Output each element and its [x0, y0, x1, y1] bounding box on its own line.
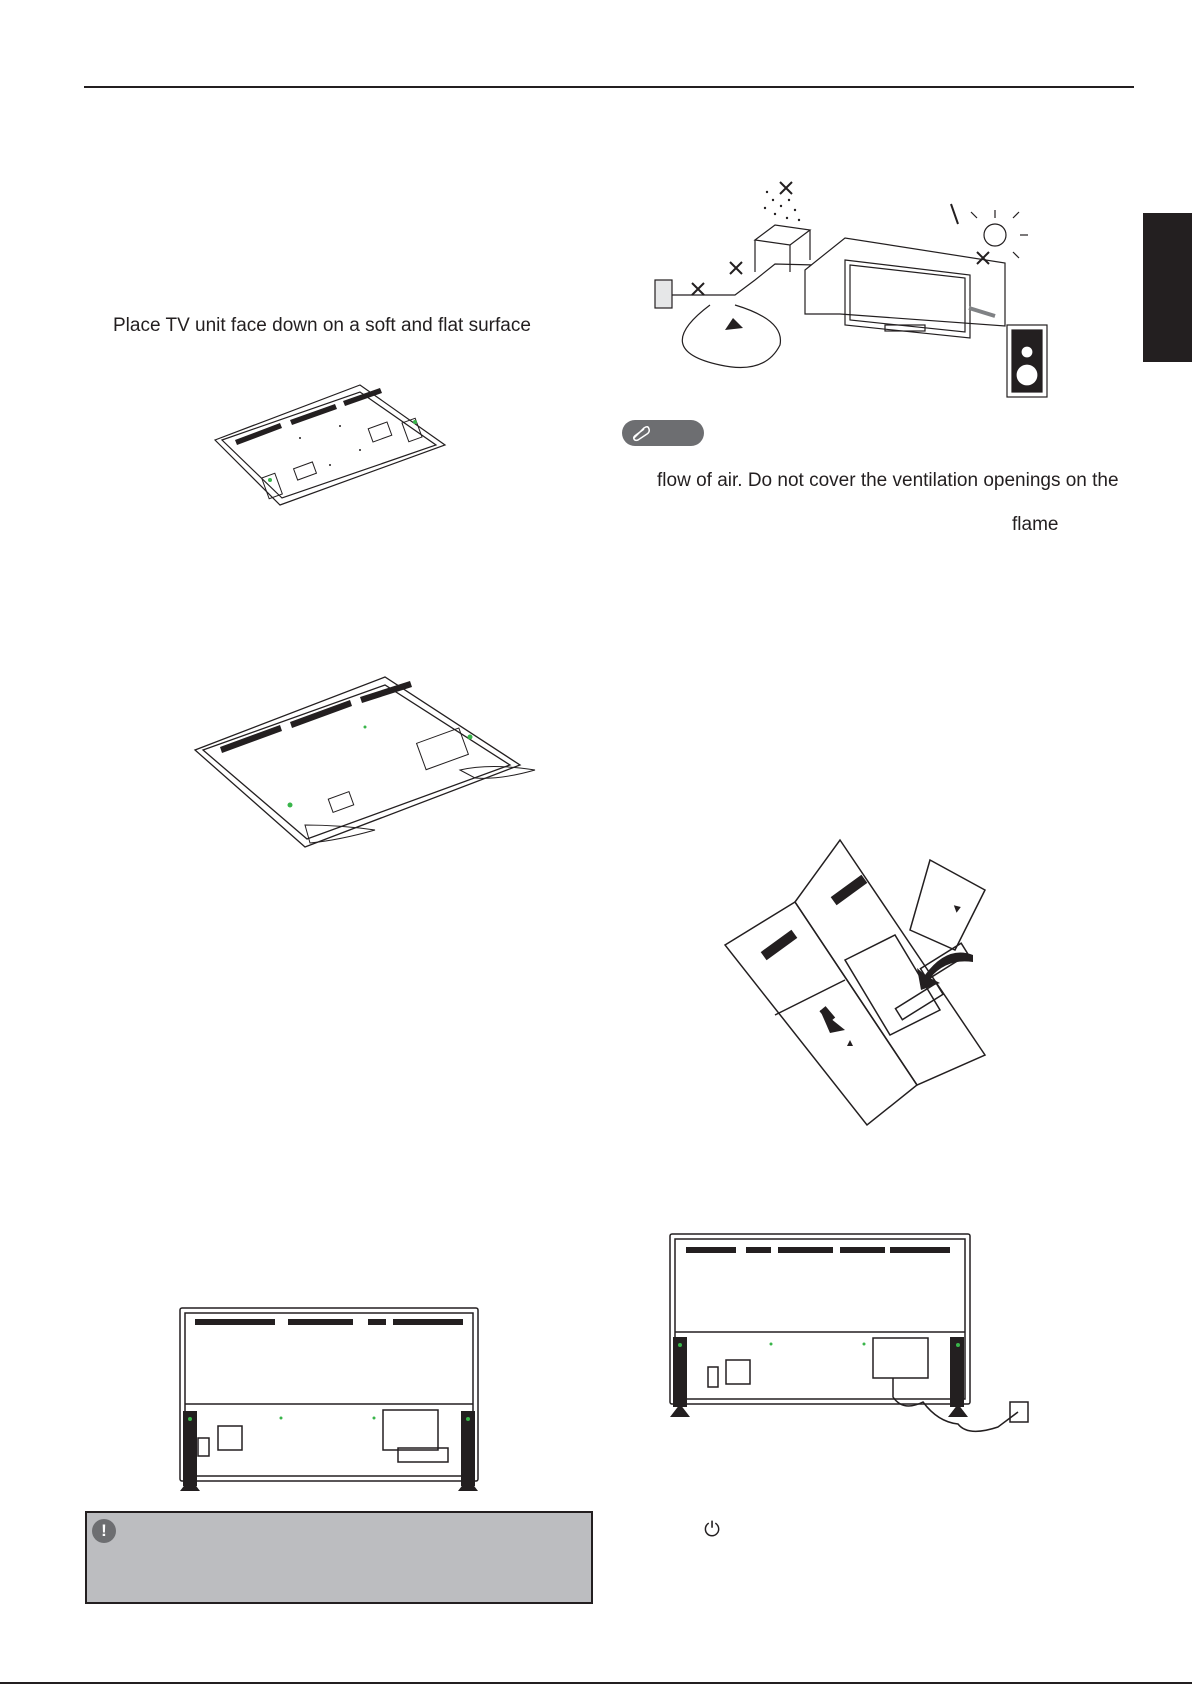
power-connection-illustration — [668, 1232, 1036, 1447]
caution-box — [85, 1511, 593, 1604]
paperclip-icon — [630, 424, 652, 442]
note-badge — [622, 420, 704, 446]
section-tab — [1143, 213, 1192, 362]
header-rule — [84, 86, 1134, 88]
tv-with-stands-illustration — [190, 675, 540, 850]
instruction-face-down: Place TV unit face down on a soft and flat surface — [113, 315, 531, 336]
footer-rule — [0, 1682, 1192, 1684]
tv-back-standing-illustration — [178, 1306, 480, 1492]
power-icon: ⏻ — [704, 1519, 720, 1541]
placement-warnings-illustration — [655, 180, 1055, 402]
remote-battery-illustration — [725, 840, 1060, 1125]
tv-face-down-illustration — [210, 380, 450, 510]
exclamation-icon: ! — [92, 1519, 116, 1543]
ventilation-text: flow of air. Do not cover the ventilation openings on the — [657, 470, 1119, 491]
flame-word: flame — [1012, 514, 1059, 535]
